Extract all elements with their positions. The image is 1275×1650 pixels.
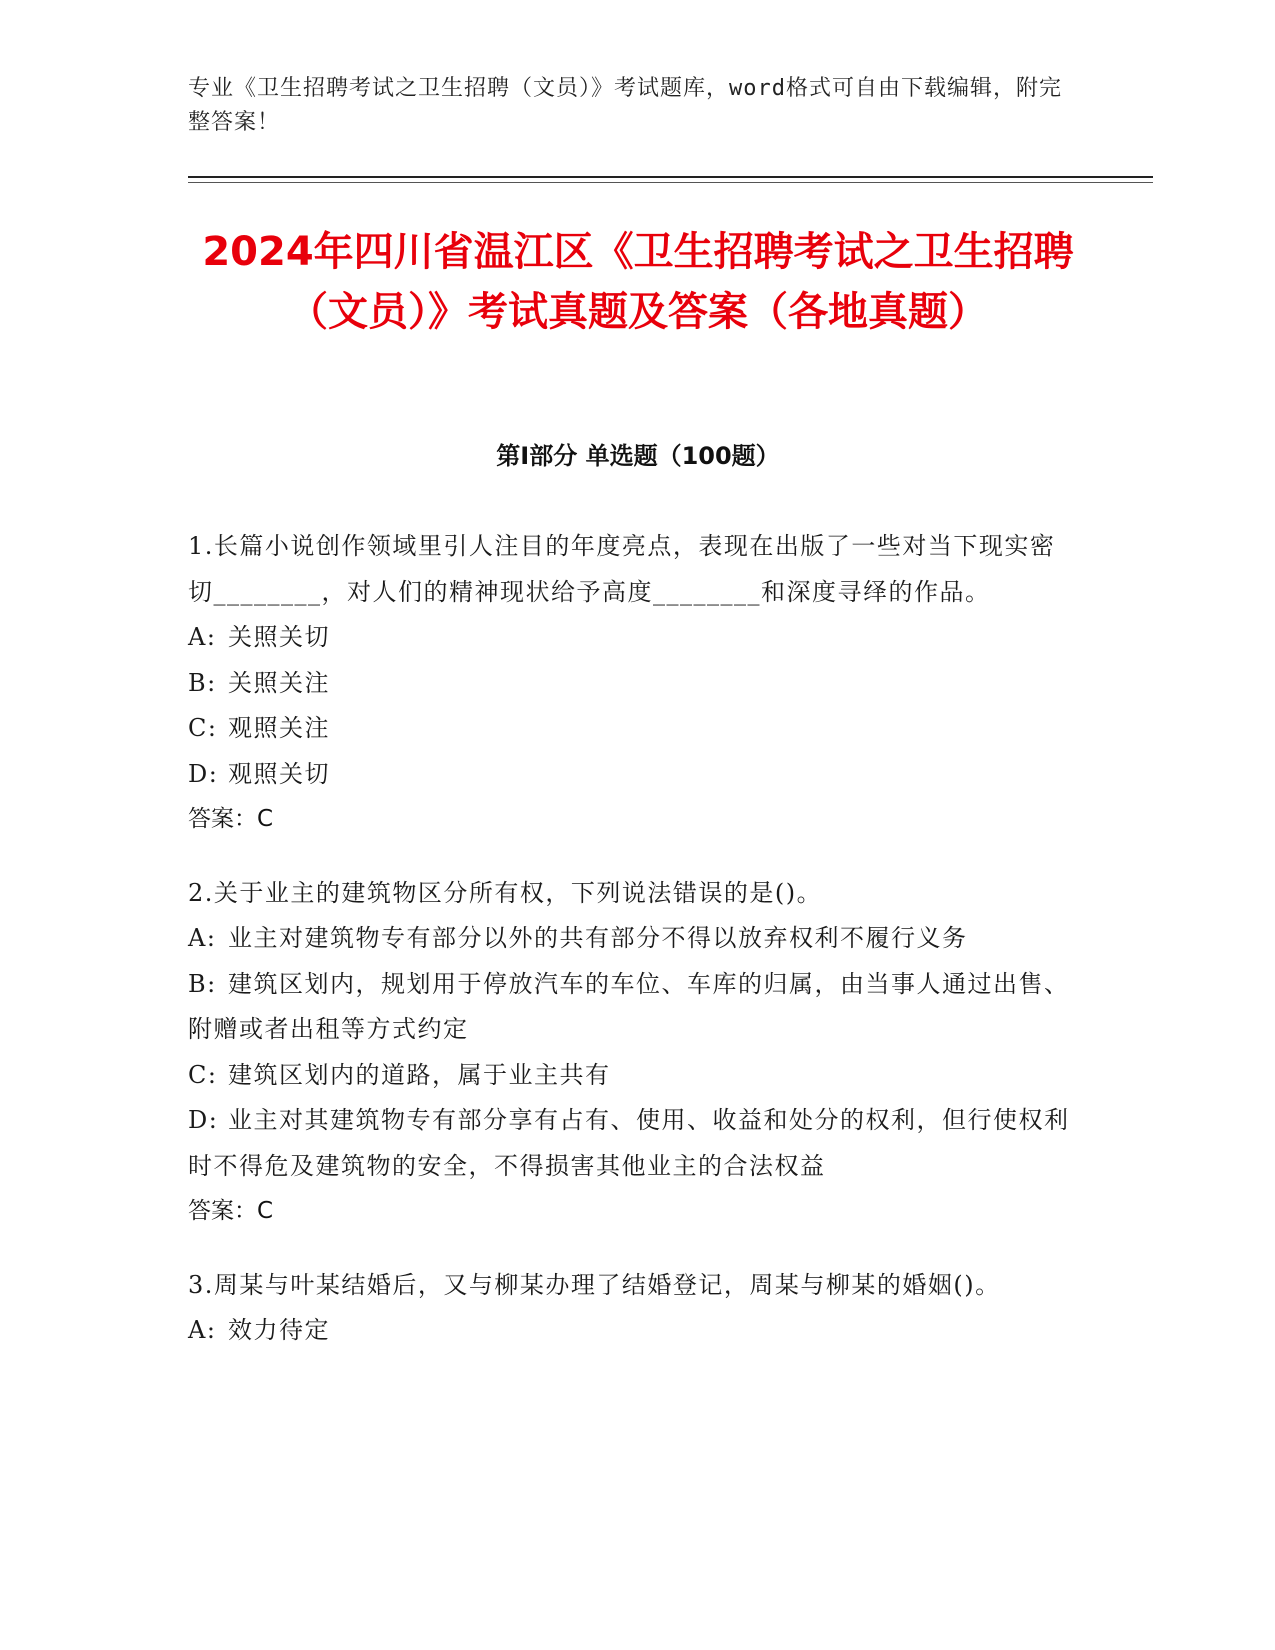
option-b [188,661,1078,707]
header-divider-thin [188,182,1153,183]
option-a [188,615,1078,661]
question-stem: 1.长篇小说创作领域里引人注目的年度亮点，表现在出版了一些对当下现实密切________，对人们的精神现状给予高度________和深度寻绎的作品。 [188,532,1056,606]
option-c [188,1053,1078,1099]
option-a [188,1308,1078,1354]
answer-line: 答案：C [188,1198,274,1224]
option-letter: C: [188,714,218,742]
option-text: 业主对建筑物专有部分以外的共有部分不得以放弃权利不履行义务 [228,924,968,952]
section-heading: 第I部分 单选题（100题） [496,442,780,470]
question-1 [188,524,1078,843]
option-text: 关照关注 [228,668,330,697]
question-stem: 2.关于业主的建筑物区分所有权，下列说法错误的是()。 [188,878,823,907]
option-a [188,916,1078,962]
option-b [188,962,1078,1053]
option-letter: B: [188,969,217,998]
option-letter: A: [188,623,217,651]
question-list [188,524,1078,1382]
header-note: 专业《卫生招聘考试之卫生招聘（文员）》考试题库，word格式可自由下载编辑，附完整答案！ [188,76,1062,135]
option-letter: A: [188,1316,217,1344]
option-c [188,706,1078,752]
option-d [188,752,1078,798]
option-text: 观照关注 [228,714,330,742]
option-text: 建筑区划内的道路，属于业主共有 [228,1060,611,1089]
option-letter: C: [188,1060,218,1089]
option-letter: D: [188,759,219,788]
option-text: 建筑区划内，规划用于停放汽车的车位、车库的归属，由当事人通过出售、附赠或者出租等方式约定 [188,969,1070,1043]
option-d [188,1098,1078,1189]
option-text: 业主对其建筑物专有部分享有占有、使用、收益和处分的权利，但行使权利时不得危及建筑物的安全，不得损害其他业主的合法权益 [188,1106,1070,1180]
option-letter: B: [188,668,217,697]
answer-line: 答案：C [188,806,274,832]
option-text: 效力待定 [228,1316,330,1344]
question-stem: 3.周某与叶某结婚后，又与柳某办理了结婚登记，周某与柳某的婚姻()。 [188,1270,1001,1299]
option-letter: D: [188,1106,219,1134]
option-text: 关照关切 [228,623,330,651]
question-2 [188,871,1078,1235]
question-3 [188,1263,1078,1354]
header-divider [188,176,1153,178]
option-text: 观照关切 [228,759,330,788]
document-title: 2024年四川省温江区《卫生招聘考试之卫生招聘（文员）》考试真题及答案（各地真题） [202,229,1074,335]
option-letter: A: [188,924,217,952]
